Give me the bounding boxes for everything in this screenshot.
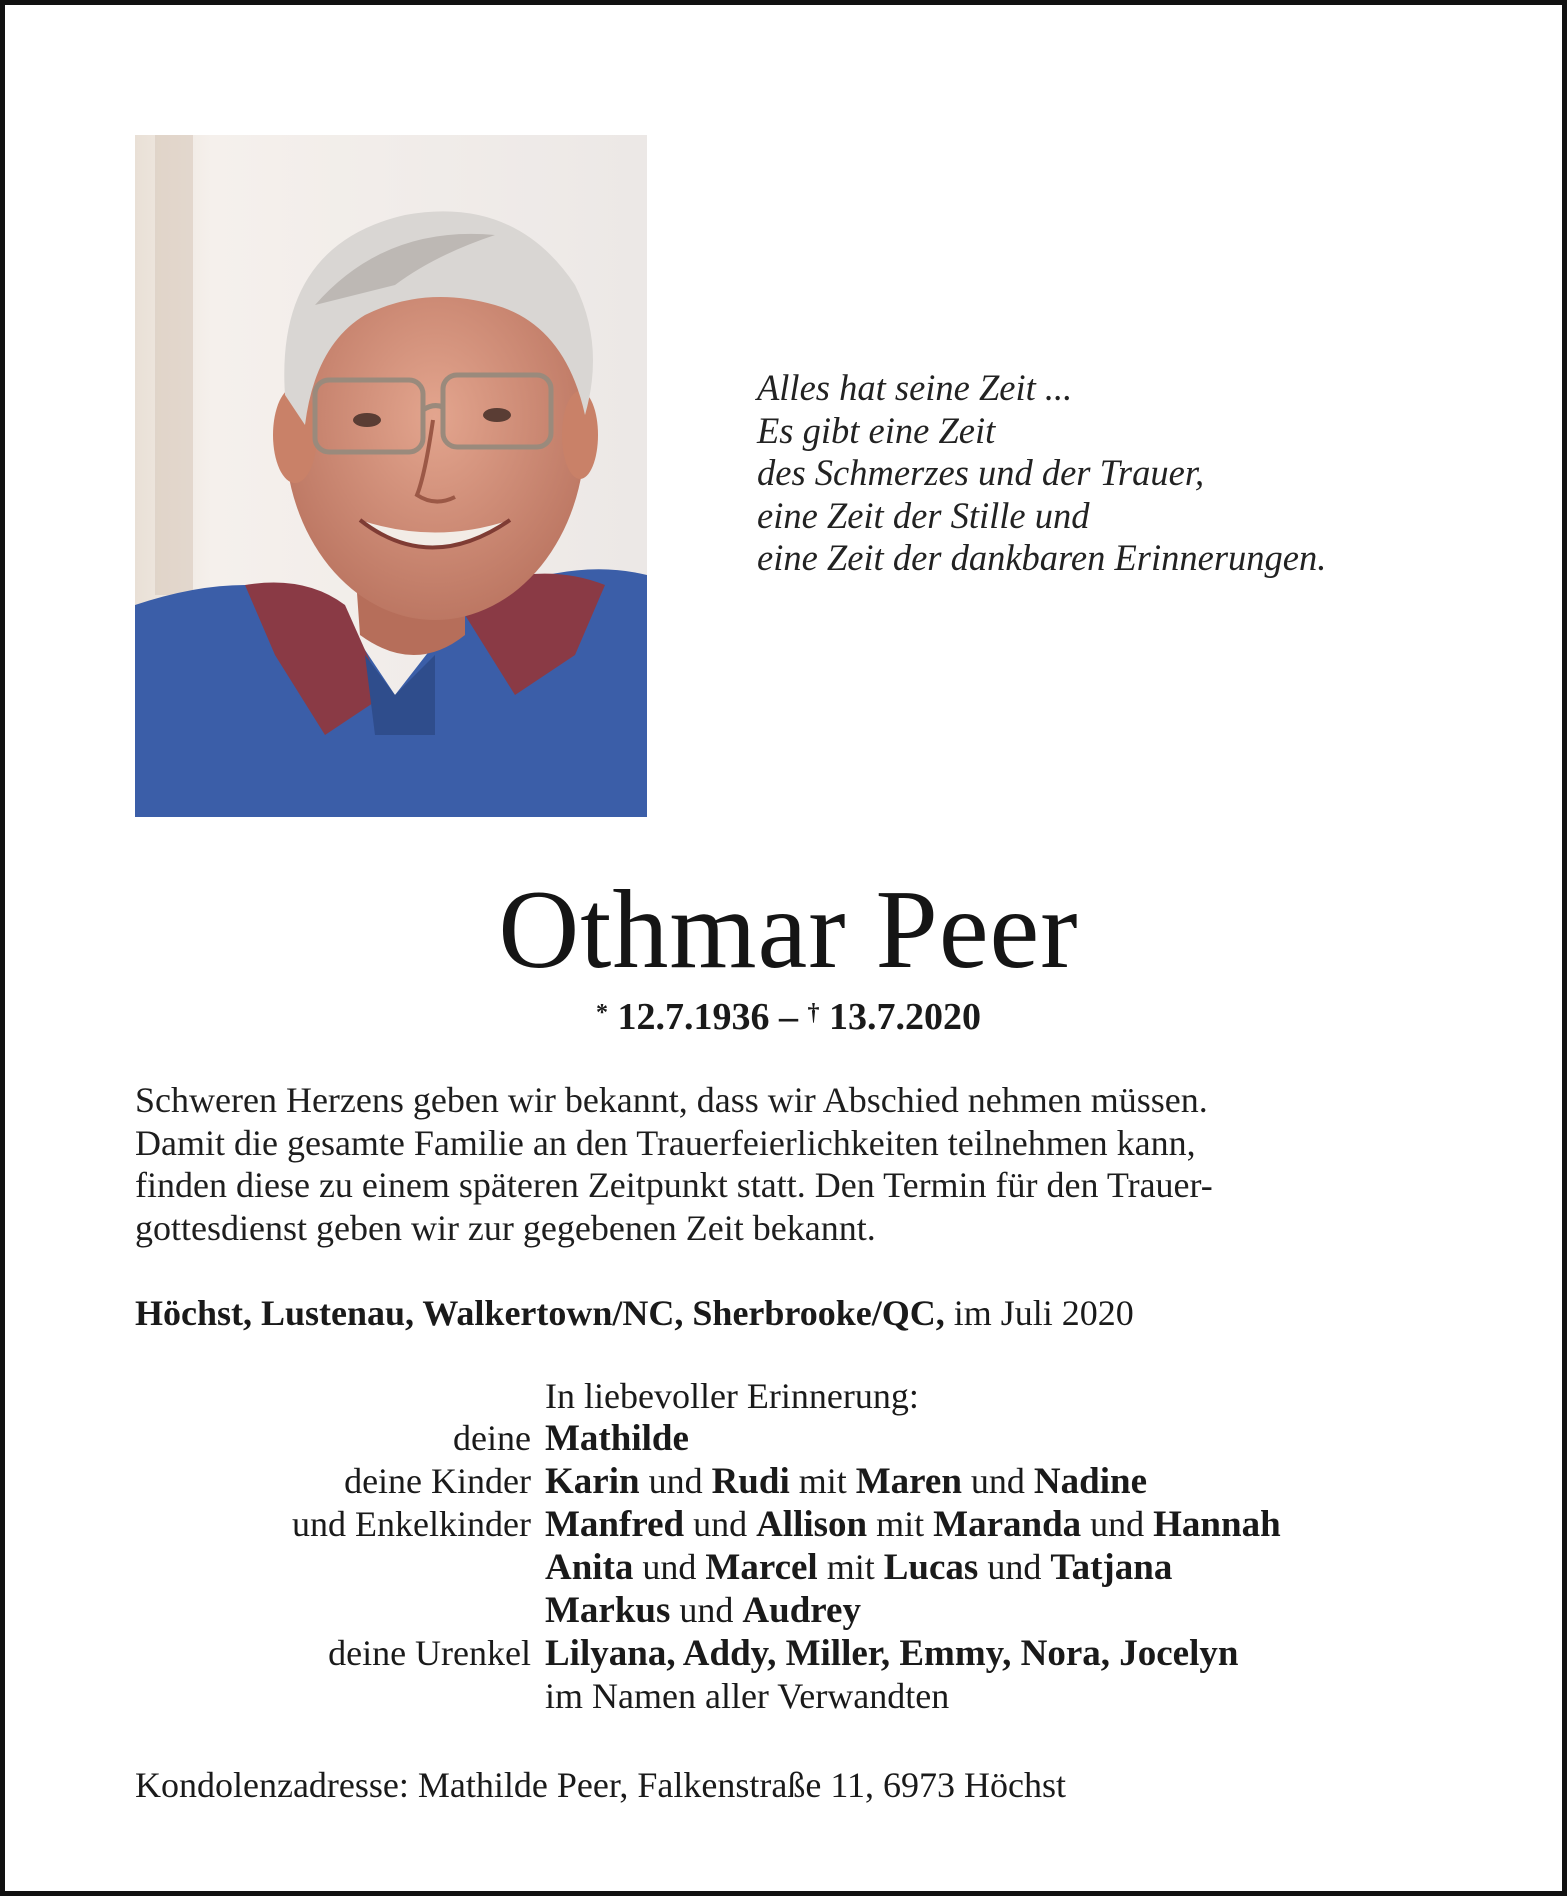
family-list xyxy=(135,1375,1475,1717)
birth-date: 12.7.1936 xyxy=(617,996,770,1038)
death-date: 13.7.2020 xyxy=(829,996,981,1038)
family-member-name: Audrey xyxy=(742,1590,861,1631)
poem-line: Es gibt eine Zeit xyxy=(757,409,996,451)
family-member-name: Manfred xyxy=(545,1504,685,1545)
condolence-address: Kondolenzadresse: Mathilde Peer, Falkenstraße 11, 6973 Höchst xyxy=(135,1765,1066,1805)
family-member-name: Markus xyxy=(545,1590,671,1631)
announcement-line: gottesdienst geben wir zur gegebenen Zeit bekannt. xyxy=(135,1207,876,1248)
family-label xyxy=(135,1546,545,1589)
family-label xyxy=(135,1375,545,1417)
family-label: deine Urenkel xyxy=(328,1633,531,1673)
family-row xyxy=(135,1546,1475,1589)
family-closing: im Namen aller Verwandten xyxy=(545,1676,950,1716)
deceased-name: Othmar Peer xyxy=(498,868,1079,992)
family-closing-row xyxy=(135,1675,1475,1717)
announcement-text xyxy=(135,1079,1445,1249)
family-member-name: Lilyana, Addy, Miller, Emmy, Nora, Jocelyn xyxy=(545,1633,1239,1674)
family-member-name: Hannah xyxy=(1153,1504,1281,1545)
family-label: deine Kinder xyxy=(344,1461,531,1501)
family-connector: mit xyxy=(789,1461,856,1501)
family-row xyxy=(135,1460,1475,1503)
family-member-name: Lucas xyxy=(883,1547,979,1588)
family-label: deine xyxy=(453,1418,531,1458)
family-member-name: Tatjana xyxy=(1050,1547,1173,1588)
family-names xyxy=(545,1546,1172,1589)
place-date: im Juli 2020 xyxy=(953,1293,1134,1333)
family-row xyxy=(135,1417,1475,1460)
date-separator: – xyxy=(779,996,798,1038)
family-intro: In liebevoller Erinnerung: xyxy=(545,1376,919,1416)
family-names xyxy=(545,1632,1238,1675)
family-row xyxy=(135,1589,1475,1632)
poem-line: Alles hat seine Zeit ... xyxy=(757,367,1073,408)
announcement-line: finden diese zu einem späteren Zeitpunkt statt. Den Termin für den Trauer- xyxy=(135,1165,1213,1205)
family-connector: mit xyxy=(867,1504,934,1544)
family-row xyxy=(135,1632,1475,1675)
family-member-name: Maren xyxy=(855,1461,962,1502)
birth-symbol: * xyxy=(596,1000,608,1026)
poem-line: eine Zeit der dankbaren Erinnerungen. xyxy=(757,537,1327,578)
family-names xyxy=(545,1589,861,1632)
family-connector: und xyxy=(1081,1504,1154,1544)
portrait-illustration xyxy=(135,135,647,817)
place-locations: Höchst, Lustenau, Walkertown/NC, Sherbrooke/QC, xyxy=(135,1293,945,1333)
family-member-name: Marcel xyxy=(705,1547,818,1588)
portrait-photo xyxy=(135,135,647,817)
family-member-name: Mathilde xyxy=(545,1418,689,1459)
family-row xyxy=(135,1503,1475,1546)
family-connector: und xyxy=(961,1461,1034,1501)
family-rows xyxy=(135,1417,1475,1675)
death-symbol: † xyxy=(807,1000,820,1026)
family-member-name: Allison xyxy=(756,1504,868,1545)
family-connector: und xyxy=(978,1547,1051,1587)
family-names xyxy=(545,1460,1147,1503)
family-intro-row xyxy=(135,1375,1475,1417)
place-and-date xyxy=(135,1291,1455,1335)
family-label xyxy=(135,1675,545,1717)
announcement-line: Schweren Herzens geben wir bekannt, dass wir Abschied nehmen müssen. xyxy=(135,1080,1208,1120)
poem-line: des Schmerzes und der Trauer, xyxy=(757,452,1205,493)
family-member-name: Nadine xyxy=(1033,1461,1147,1502)
family-label xyxy=(135,1589,545,1632)
family-names xyxy=(545,1503,1281,1546)
poem xyxy=(757,367,1477,580)
life-dates xyxy=(5,993,1567,1041)
poem-line: eine Zeit der Stille und xyxy=(757,494,1090,536)
family-connector: und xyxy=(670,1590,743,1630)
family-member-name: Maranda xyxy=(933,1504,1082,1545)
announcement-line: Damit die gesamte Familie an den Trauerfeierlichkeiten teilnehmen kann, xyxy=(135,1122,1196,1163)
family-member-name: Rudi xyxy=(711,1461,790,1502)
family-names xyxy=(545,1417,689,1460)
family-connector: und xyxy=(633,1547,706,1587)
family-connector: und xyxy=(639,1461,712,1501)
family-connector: und xyxy=(684,1504,757,1544)
family-label: und Enkelkinder xyxy=(292,1504,531,1544)
family-member-name: Karin xyxy=(545,1461,640,1502)
family-connector: mit xyxy=(817,1547,884,1587)
family-member-name: Anita xyxy=(545,1547,634,1588)
